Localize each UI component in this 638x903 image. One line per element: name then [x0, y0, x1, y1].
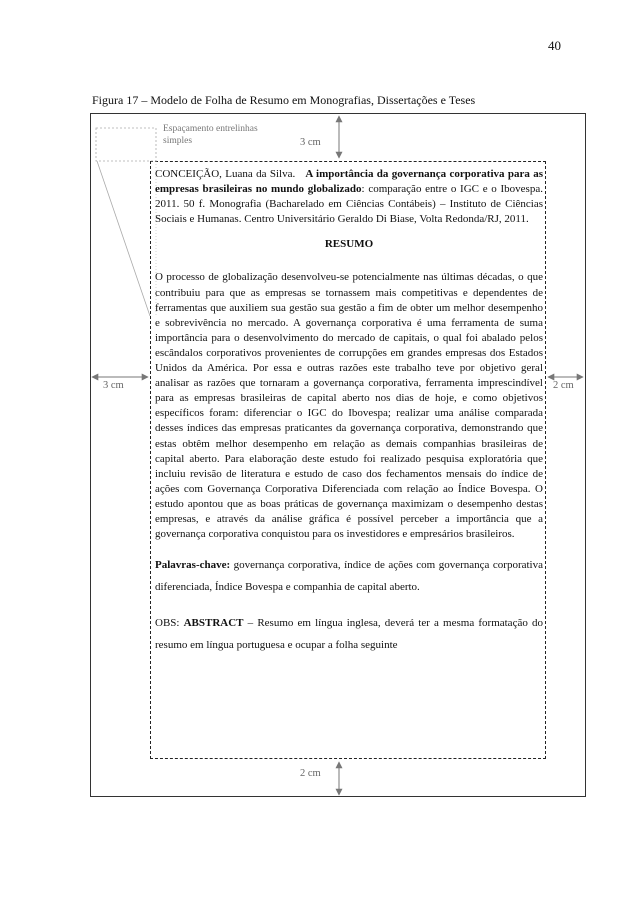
resumo-body: O processo de globalização desenvolveu-se potencialmente nas últimas décadas, o que contribuiu para que as empresas se tornassem mais competitivas e dependentes de ferramentas que auxiliem sua gestão sua gestão a fim de obter um melhor desempenho e sobrevivência no mercado. A governança corporativa é uma ferramenta de suma importância para o desenvolvimento do mercado de capitais, o qual foi abalado pelos escândalos corporativos provenientes de corrupções em grandes empresas dos Estados Unidos da América. Por essa e outras razões este trabalho teve por objetivo geral analisar as razões que tornaram a governança corporativa, ferramenta imprescindível para as empresas brasileiras de capital aberto nos dias de hoje, e como objetivos específicos foram: diferenciar o IGC do Ibovespa; realizar uma análise comparada desses índices das empresas praticantes da governança corporativa, demonstrando que estas obtêm melhor desempenho em relação as demais companhias brasileiras de capital aberto. Para elaboração deste estudo foi realizado pesquisa exploratória que incluiu revisão de literatura e estudo de caso dos fechamentos mensais do índice de ações com Governança Corporativa Diferenciada com relação ao Índice Bovespa. O estudo apontou que as boas práticas de governança maximizam o desempenho destas empresas, e através da análise gráfica é possível perceber a importância que a governança corporativa conquistou para os investidores e empresários brasileiros. [155, 271, 543, 541]
spacing-note: Espaçamento entrelinhas simples [163, 124, 258, 146]
right-margin-label: 2 cm [553, 380, 574, 391]
figure-caption: Figura 17 – Modelo de Folha de Resumo em Monografias, Dissertações e Teses [92, 93, 476, 107]
keywords [155, 554, 543, 598]
bibliographic-reference [155, 167, 543, 227]
resumo-heading: RESUMO [324, 238, 374, 251]
reference-details: : comparação entre o IGC e o Ibovespa. 2011. 50 f. Monografia (Bacharelado em Ciências Contábeis) – Instituto de Ciências Sociais e Humanas. Centro Universitário Geraldo Di Biase, Volta Redonda/RJ, 2011. [155, 183, 543, 226]
left-margin-label: 3 cm [103, 380, 124, 391]
reference-title: A importância da governança corporativa para as empresas brasileiras no mundo globalizado [155, 168, 544, 196]
obs-note [155, 612, 543, 656]
obs-abstract-label: ABSTRACT [183, 617, 244, 630]
reference-author: CONCEIÇÃO, Luana da Silva. [155, 168, 296, 180]
keywords-label: Palavras-chave: [155, 559, 231, 572]
top-margin-label: 3 cm [300, 137, 321, 148]
obs-prefix: OBS: [155, 617, 184, 630]
obs-text: – Resumo em língua inglesa, deverá ter a mesma formatação do resumo em língua portuguesa e ocupar a folha seguinte [155, 617, 543, 652]
bottom-margin-label: 2 cm [300, 768, 321, 779]
abstract-page-content [155, 167, 543, 656]
keywords-text: governança corporativa, índice de ações com governança corporativa diferenciada, Índice Bovespa e companhia de capital aberto. [155, 559, 543, 594]
page-number: 40 [548, 38, 561, 53]
